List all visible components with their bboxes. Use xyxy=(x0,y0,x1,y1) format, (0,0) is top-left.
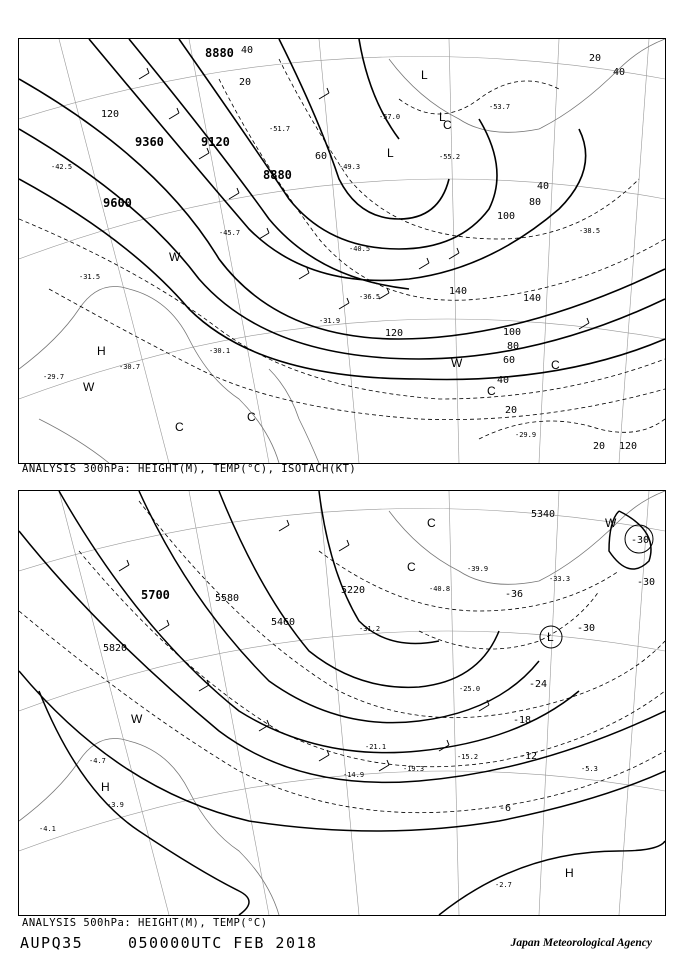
height-label: 5820 xyxy=(103,643,128,654)
cold-symbol: C xyxy=(247,410,256,424)
temp-value: -30.7 xyxy=(119,363,141,371)
cold-symbol: C xyxy=(443,118,452,132)
warm-symbol: W xyxy=(451,356,463,370)
temp-value: -29.7 xyxy=(43,373,65,381)
warm-symbol: W xyxy=(605,516,617,530)
graticule xyxy=(19,491,665,915)
temp-value: -49.3 xyxy=(339,163,361,171)
low-symbol: L xyxy=(547,630,554,644)
temp-value: -21.1 xyxy=(365,743,387,751)
height-contours xyxy=(19,491,665,915)
isotach-label: 20 xyxy=(589,53,602,64)
low-symbol: L xyxy=(439,110,446,124)
warm-symbol: W xyxy=(83,380,95,394)
graticule xyxy=(19,39,665,463)
high-symbol: H xyxy=(565,866,574,880)
high-symbol: H xyxy=(101,780,110,794)
temp-value: -25.0 xyxy=(459,685,481,693)
temp-value: -36.5 xyxy=(359,293,381,301)
cold-symbol: C xyxy=(175,420,184,434)
isotach-label: 120 xyxy=(619,441,638,452)
isotach-label: 40 xyxy=(537,181,550,192)
isotherm-label: -12 xyxy=(519,751,538,762)
map-500hpa-canvas xyxy=(19,491,665,915)
map-300hpa-caption: ANALYSIS 300hPa: HEIGHT(M), TEMP(°C), ISOTACH(KT) xyxy=(22,463,357,475)
height-label: 8880 xyxy=(205,46,234,60)
isotach-label: 40 xyxy=(241,45,254,56)
isotach-label: 100 xyxy=(503,327,522,338)
isotach-label: 20 xyxy=(505,405,518,416)
temp-value: -33.3 xyxy=(549,575,571,583)
temp-value: -30.1 xyxy=(209,347,231,355)
isotach-label: 120 xyxy=(101,109,120,120)
temp-value: -29.9 xyxy=(515,431,537,439)
height-label: 8880 xyxy=(263,168,292,182)
height-label: 5460 xyxy=(271,617,296,628)
temp-value: -55.2 xyxy=(439,153,461,161)
temp-value: -4.1 xyxy=(39,825,56,833)
high-symbol: H xyxy=(97,344,106,358)
height-label: 9600 xyxy=(103,196,132,210)
temp-value: -42.5 xyxy=(51,163,73,171)
cold-symbol: C xyxy=(407,560,416,574)
isotach-label: 60 xyxy=(503,355,516,366)
isotach-label: 20 xyxy=(239,77,252,88)
isotach-label: 80 xyxy=(529,197,542,208)
isotach-label: 120 xyxy=(385,328,404,339)
map-300hpa xyxy=(18,38,666,464)
isotherm-label: -30 xyxy=(577,623,596,634)
isotherm-label: -30 xyxy=(631,535,650,546)
temp-value: -14.9 xyxy=(343,771,365,779)
temp-value: -45.7 xyxy=(219,229,241,237)
temp-value: -31.2 xyxy=(359,625,381,633)
temp-value: -57.0 xyxy=(379,113,401,121)
temp-value: -53.7 xyxy=(489,103,511,111)
agency-name: Japan Meteorological Agency xyxy=(510,937,652,949)
temp-value: -39.9 xyxy=(467,565,489,573)
isotherm-label: -6 xyxy=(499,803,512,814)
temp-value: -2.7 xyxy=(495,881,512,889)
cold-symbol: C xyxy=(551,358,560,372)
isotach-label: 60 xyxy=(315,151,328,162)
warm-symbol: W xyxy=(169,250,181,264)
isotherm-label: -36 xyxy=(505,589,524,600)
isotherm-label: -30 xyxy=(637,577,656,588)
isotach-label: 40 xyxy=(497,375,510,386)
temp-value: -19.3 xyxy=(403,765,425,773)
height-label: 5220 xyxy=(341,585,366,596)
temp-value: -5.3 xyxy=(581,765,598,773)
isotherms xyxy=(19,501,665,813)
temp-value: -38.5 xyxy=(579,227,601,235)
isotach-label: 80 xyxy=(507,341,520,352)
height-label: 5580 xyxy=(215,593,240,604)
map-500hpa xyxy=(18,490,666,916)
isotherm-label: -24 xyxy=(529,679,548,690)
isotach-label: 40 xyxy=(613,67,626,78)
height-label: 5700 xyxy=(141,588,170,602)
isotherm-label: -18 xyxy=(513,715,532,726)
temp-value: -4.7 xyxy=(89,757,106,765)
cold-symbol: C xyxy=(427,516,436,530)
temp-value: -51.7 xyxy=(269,125,291,133)
isotach-label: 20 xyxy=(593,441,606,452)
coastlines xyxy=(19,491,665,915)
isotach-label: 100 xyxy=(497,211,516,222)
isotach-label: 140 xyxy=(523,293,542,304)
isotach-label: 140 xyxy=(449,286,468,297)
valid-time: 050000UTC FEB 2018 xyxy=(128,934,318,952)
temperature-observations xyxy=(39,565,598,889)
map-300hpa-canvas xyxy=(19,39,665,463)
height-label: 5340 xyxy=(531,509,556,520)
temp-value: -31.9 xyxy=(319,317,341,325)
map-500hpa-caption: ANALYSIS 500hPa: HEIGHT(M), TEMP(°C) xyxy=(22,917,268,929)
low-symbol: L xyxy=(387,146,394,160)
temp-value: -40.8 xyxy=(429,585,451,593)
temp-value: -31.5 xyxy=(79,273,101,281)
cold-symbol: C xyxy=(487,384,496,398)
temp-value: -15.2 xyxy=(457,753,479,761)
height-label: 9120 xyxy=(201,135,230,149)
temp-value: -40.5 xyxy=(349,245,371,253)
height-label: 9360 xyxy=(135,135,164,149)
warm-symbol: W xyxy=(131,712,143,726)
low-symbol: L xyxy=(421,68,428,82)
wind-barbs xyxy=(139,68,589,329)
coastlines xyxy=(19,39,665,463)
chart-id: AUPQ35 xyxy=(20,934,84,952)
temp-value: -3.9 xyxy=(107,801,124,809)
